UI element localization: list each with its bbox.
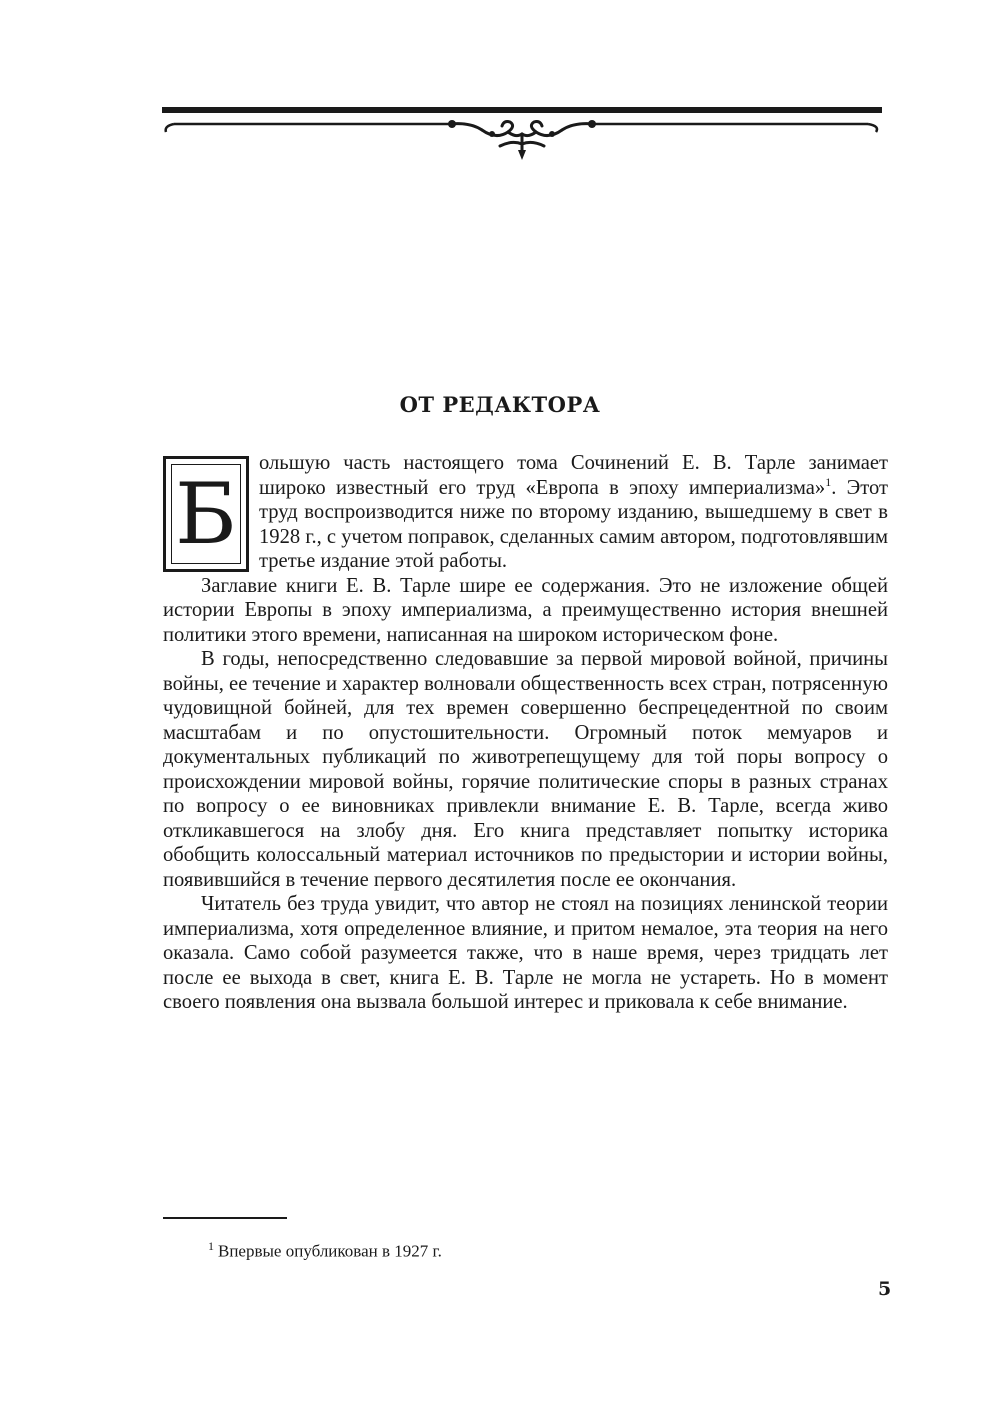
- paragraph-1: [163, 451, 888, 574]
- footnote-marker: 1: [208, 1239, 214, 1253]
- dropcap-frame: [163, 456, 249, 572]
- body-text: [163, 451, 888, 1015]
- paragraph-1-text: ольшую часть настоящего тома Сочинений Е. В. Тарле занимает широко известный его труд «Европа в эпоху империализма»: [259, 452, 888, 499]
- page-title: ОТ РЕДАКТОРА: [399, 392, 601, 417]
- footnote: [208, 1239, 442, 1262]
- paragraph-2: Заглавие книги Е. В. Тарле шире ее содержания. Это не изложение общей истории Европы в эпоху империализма, а преимущественно история внешней политики этого времени, написанная на широком историческом фоне.: [163, 574, 888, 646]
- footnote-divider: [163, 1217, 287, 1219]
- paragraph-4: Читатель без труда увидит, что автор не стоял на позициях ленинской теории империализма, хотя определенное влияние, и притом немалое, эта теория на него оказала. Само собой разумеется также, что в наше время, через тридцать лет после ее выхода в свет, книга Е. В. Тарле не могла не устареть. Но в момент своего появления она вызвала большой интерес и приковала к себе внимание.: [163, 893, 888, 1013]
- paragraph-1-text-continued: . Этот труд воспроизводится ниже по второму изданию, вышедшему в свет в 1928 г., с учетом поправок, сделанных самим автором, подготовлявшим третье издание этой работы.: [259, 476, 888, 572]
- dropcap-letter: Б: [171, 464, 241, 564]
- footnote-reference: 1: [825, 474, 832, 489]
- footnote-text: Впервые опубликован в 1927 г.: [218, 1241, 442, 1261]
- paragraph-3: В годы, непосредственно следовавшие за первой мировой войной, причины войны, ее течение и характер волновали общественность всех стран, потрясенную чудовищной бойней, для тех времен совершенно беспрецедентной по своим масштабам и по опустошительности. Огромный поток мемуаров и документальных публикаций по животрепещущему для той поры вопросу о происхождении мировой войны, горячие политические споры в разных странах по вопросу о ее виновниках привлекли внимание Е. В. Тарле, всегда живо откликавшегося на злобу дня. Его книга представляет попытку историка обобщить колоссальный материал источников по предыстории и истории войны, появившийся в течение первого десятилетия после ее окончания.: [163, 648, 888, 891]
- header-ornament: [160, 100, 884, 170]
- page-number: 5: [878, 1278, 892, 1300]
